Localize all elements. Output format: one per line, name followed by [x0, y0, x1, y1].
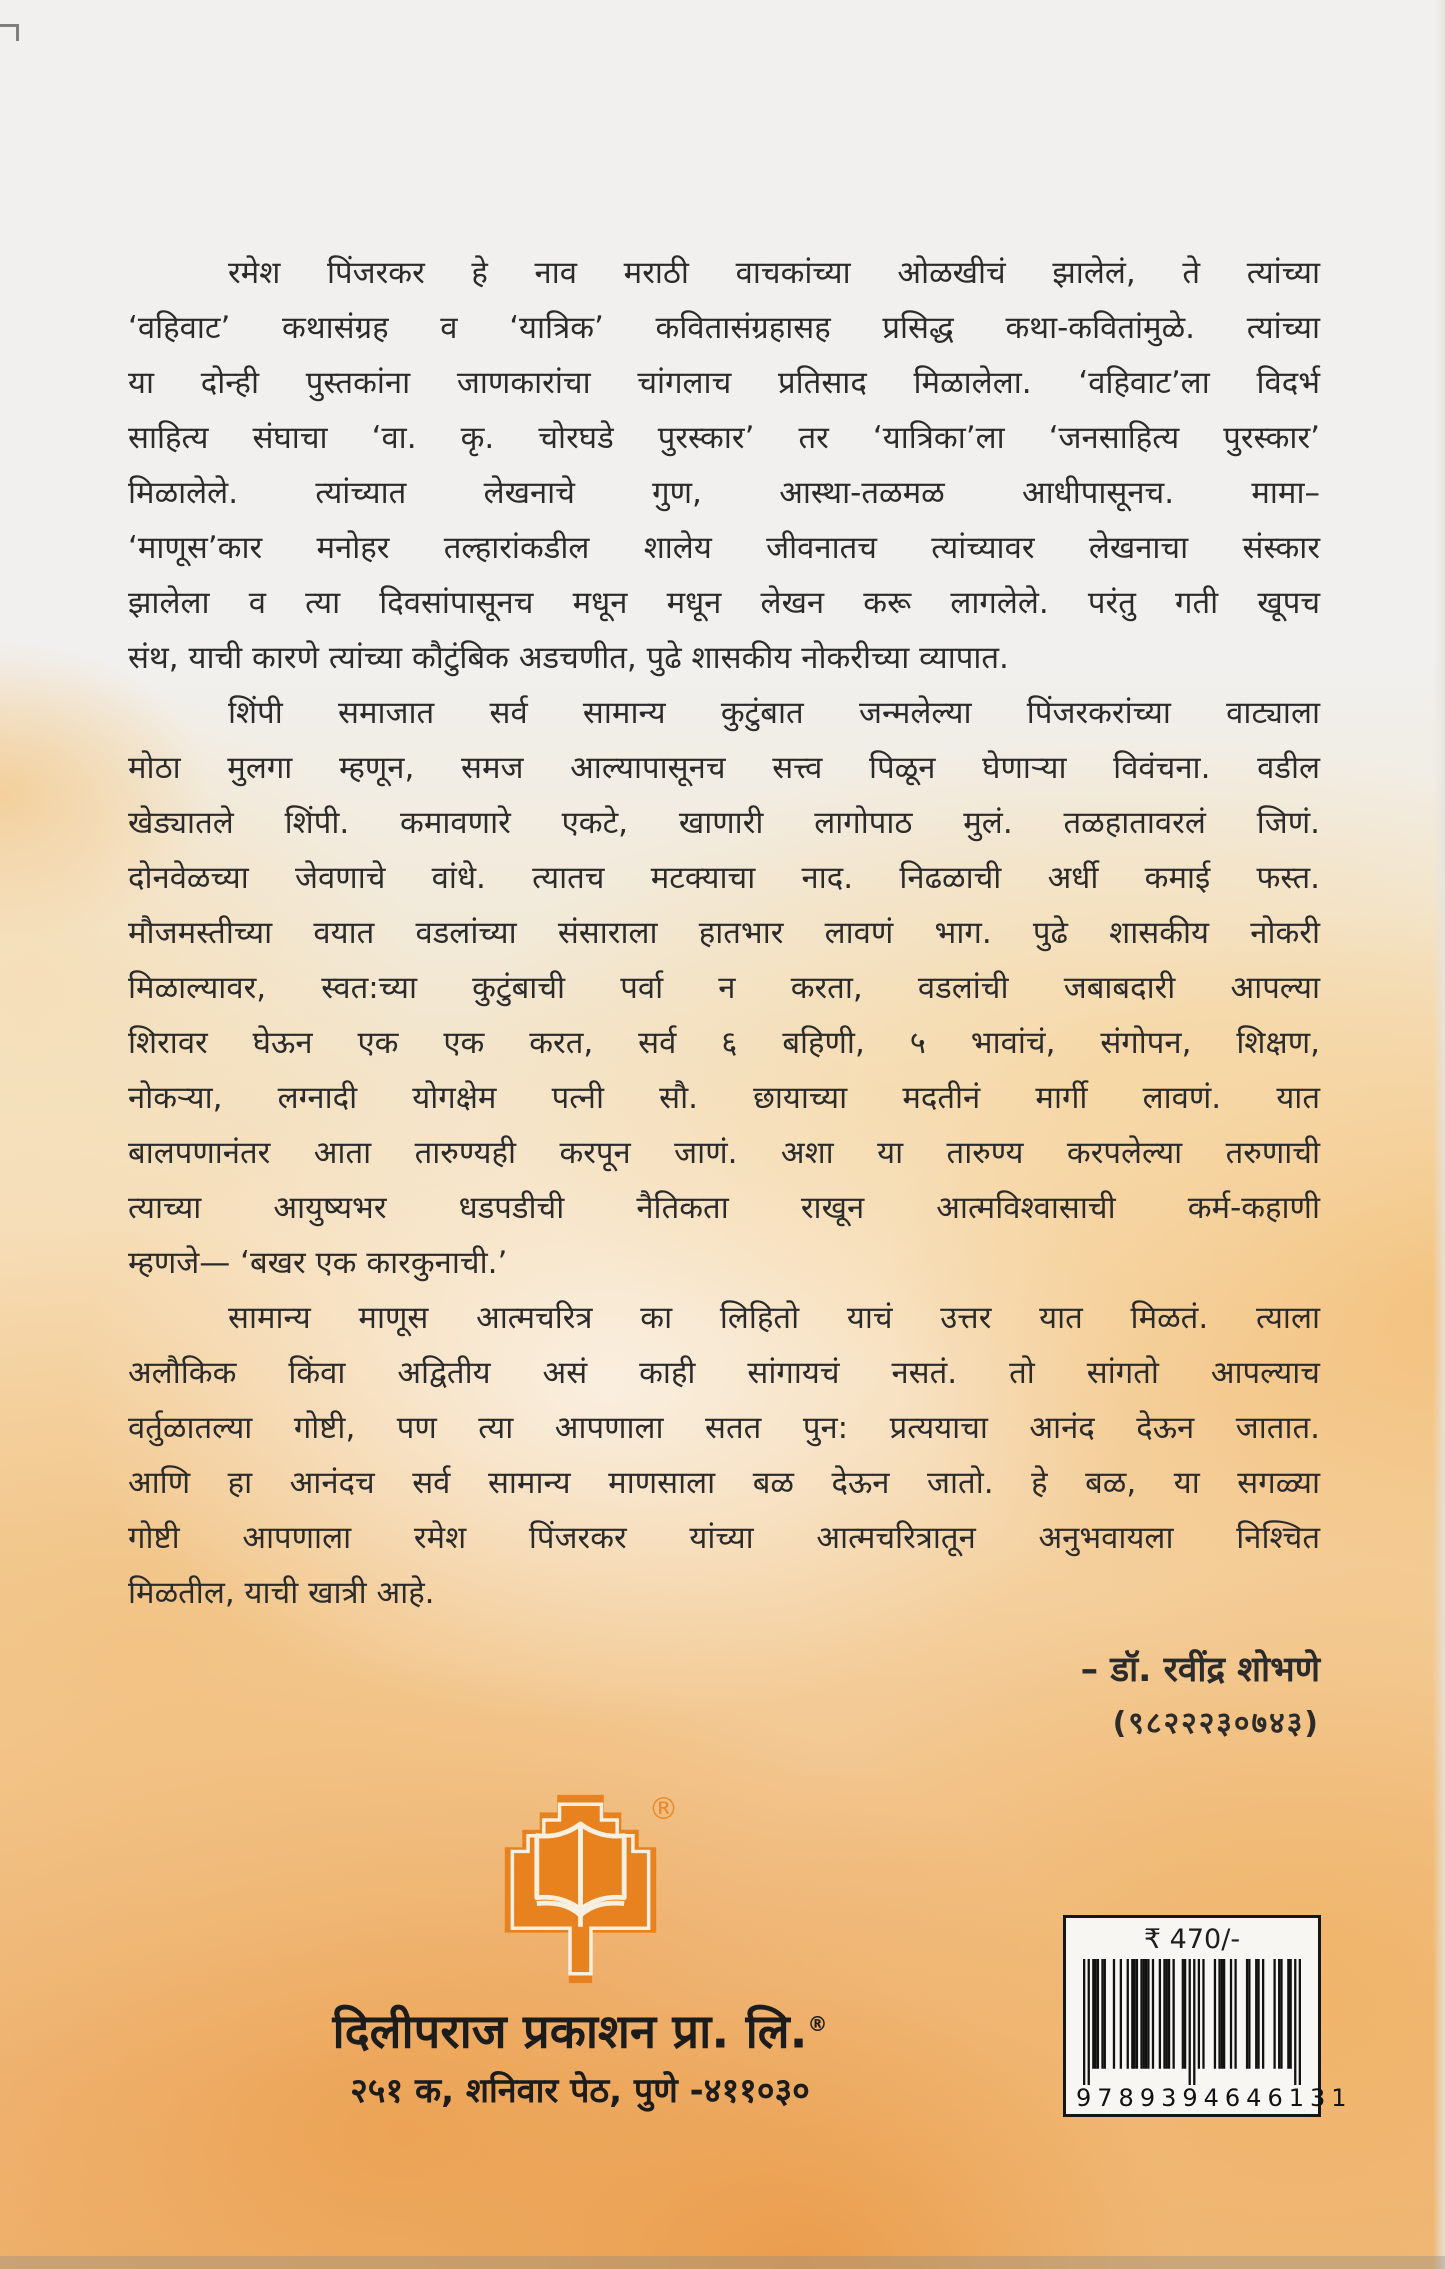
blurb-line: मौजमस्तीच्या वयात वडलांच्या संसाराला हातभार लावणं भाग. पुढे शासकीय नोकरी	[128, 915, 1320, 951]
blurb-line: वर्तुळातल्या गोष्टी, पण त्या आपणाला सतत पुन: प्रत्ययाचा आनंद देऊन जातात.	[128, 1410, 1320, 1446]
blurb-line: त्याच्या आयुष्यभर धडपडीची नैतिकता राखून आत्मविश्वासाची कर्म-कहाणी	[128, 1190, 1320, 1226]
blurb-line: बालपणानंतर आता तारुण्यही करपून जाणं. अशा या तारुण्य करपलेल्या तरुणाची	[128, 1135, 1320, 1171]
page-edge-bottom	[0, 2256, 1445, 2269]
registered-mark-icon: ®	[807, 2012, 828, 2036]
blurb-paragraph-1	[128, 246, 1320, 686]
reviewer-phone: (९८२२२३०७४३)	[1112, 1706, 1320, 1741]
open-book-logo	[498, 1790, 663, 1988]
blurb-line: ‘वहिवाट’ कथासंग्रह व ‘यात्रिक’ कवितासंग्रहासह प्रसिद्ध कथा-कवितांमुळे. त्यांच्या	[128, 310, 1320, 346]
barcode-number	[1076, 2084, 1353, 2112]
blurb-paragraph-3	[128, 1291, 1320, 1621]
publisher-name	[200, 1992, 960, 2065]
blurb-line: मिळाल्यावर, स्वत:च्या कुटुंबाची पर्वा न करता, वडलांची जबाबदारी आपल्या	[128, 970, 1320, 1006]
blurb-line: रमेश पिंजरकर हे नाव मराठी वाचकांच्या ओळखीचं झालेलं, ते त्यांच्या	[228, 255, 1320, 291]
publisher-name-text: दिलीपराज प्रकाशन प्रा. लि.	[332, 2004, 808, 2060]
attribution	[128, 1641, 1320, 1749]
blurb-line: नोकऱ्या, लग्नादी योगक्षेम पत्नी सौ. छायाच्या मदतीनं मार्गी लावणं. यात	[128, 1080, 1320, 1116]
blurb-line: म्हणजे— ‘बखर एक कारकुनाची.’	[128, 1245, 508, 1281]
registered-mark-icon: ®	[648, 1792, 679, 1827]
blurb-line: सामान्य माणूस आत्मचरित्र का लिहितो याचं उत्तर यात मिळतं. त्याला	[228, 1300, 1320, 1336]
blurb-line: ‘माणूस’कार मनोहर तल्हारांकडील शालेय जीवनातच त्यांच्यावर लेखनाचा संस्कार	[128, 530, 1320, 566]
blurb-line: गोष्टी आपणाला रमेश पिंजरकर यांच्या आत्मचरित्रातून अनुभवायला निश्चित	[128, 1520, 1320, 1556]
blurb-line: शिंपी समाजात सर्व सामान्य कुटुंबात जन्मलेल्या पिंजरकरांच्या वाट्याला	[228, 695, 1320, 731]
blurb-line: दोनवेळच्या जेवणाचे वांधे. त्यातच मटक्याचा नाद. निढळाची अर्धी कमाई फस्त.	[128, 860, 1320, 896]
blurb-paragraph-2	[128, 686, 1320, 1291]
blurb-text	[128, 246, 1320, 1621]
price-label: ₹ 470/-	[1143, 1924, 1241, 1955]
blurb-line: या दोन्ही पुस्तकांना जाणकारांचा चांगलाच प्रतिसाद मिळालेला. ‘वहिवाट’ला विदर्भ	[128, 365, 1320, 401]
blurb-line: मिळालेले. त्यांच्यात लेखनाचे गुण, आस्था-तळमळ आधीपासूनच. मामा–	[128, 475, 1320, 511]
barcode-digit-group: 789394	[1097, 2084, 1225, 2112]
publisher-logo	[498, 1790, 679, 1988]
blurb-line: अलौकिक किंवा अद्वितीय असं काही सांगायचं नसतं. तो सांगतो आपल्याच	[128, 1355, 1320, 1391]
blurb-line: संथ, याची कारणे त्यांच्या कौटुंबिक अडचणीत, पुढे शासकीय नोकरीच्या व्यापात.	[128, 640, 1009, 676]
blurb-line: शिरावर घेऊन एक एक करत, सर्व ६ बहिणी, ५ भावांचं, संगोपन, शिक्षण,	[128, 1025, 1320, 1061]
blurb-line: मोठा मुलगा म्हणून, समज आल्यापासूनच सत्त्व पिळून घेणाऱ्या विवंचना. वडील	[128, 750, 1320, 786]
barcode-bars	[1083, 1959, 1301, 2085]
page-edge-right	[1433, 0, 1445, 2269]
printer-crop-mark	[0, 24, 19, 41]
reviewer-name: – डॉ. रवींद्र शोभणे	[1080, 1650, 1320, 1690]
blurb-line: मिळतील, याची खात्री आहे.	[128, 1575, 435, 1611]
blurb-line: साहित्य संघाचा ‘वा. कृ. चोरघडे पुरस्कार’ तर ‘यात्रिका’ला ‘जनसाहित्य पुरस्कार’	[128, 420, 1320, 456]
blurb-line: झालेला व त्या दिवसांपासूनच मधून मधून लेखन करू लागलेले. परंतु गती खूपच	[128, 585, 1320, 621]
barcode-box	[1063, 1915, 1353, 2117]
publisher-block	[200, 1790, 960, 2117]
barcode-digit-group: 9	[1076, 2084, 1098, 2112]
publisher-address: २५१ क, शनिवार पेठ, पुणे -४११०३०	[350, 2070, 810, 2111]
barcode-digit-group: 646131	[1224, 2084, 1353, 2112]
blurb-line: खेड्यातले शिंपी. कमावणारे एकटे, खाणारी लागोपाठ मुलं. तळहातावरलं जिणं.	[128, 805, 1320, 841]
blurb-line: आणि हा आनंदच सर्व सामान्य माणसाला बळ देऊन जातो. हे बळ, या सगळ्या	[128, 1465, 1320, 1501]
